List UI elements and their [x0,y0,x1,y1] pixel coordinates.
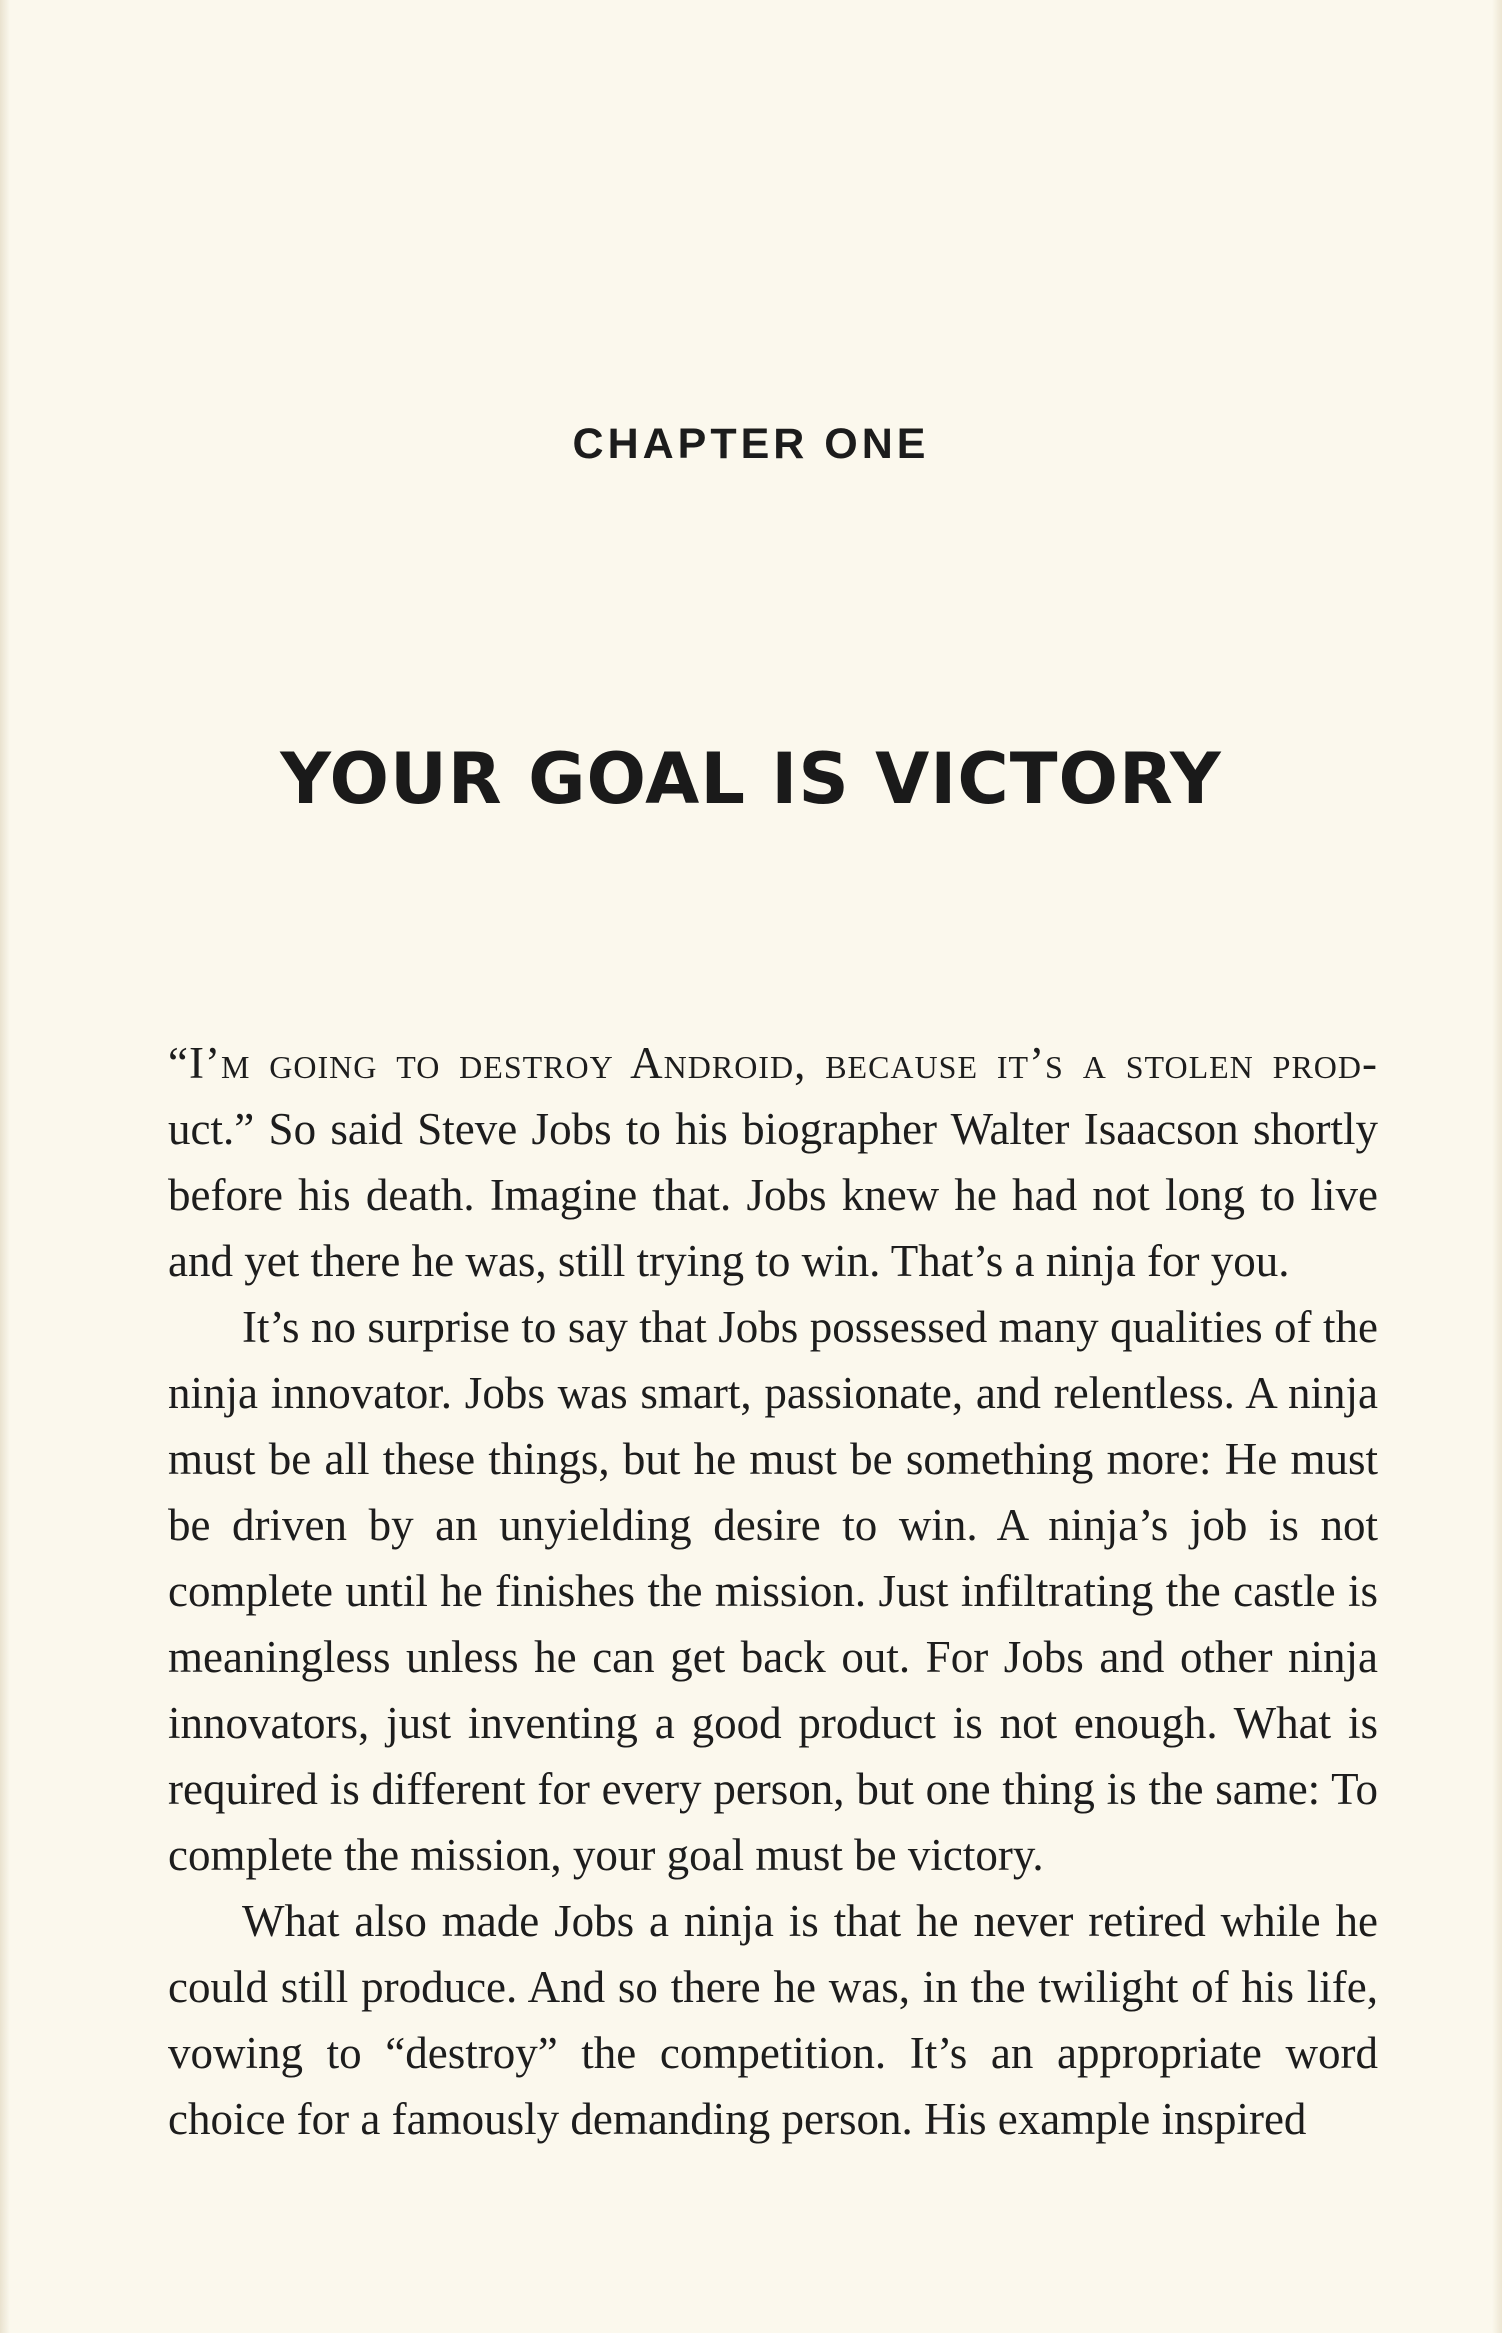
paragraph-3: What also made Jobs a ninja is that he never retired while he could still produce. And so there he was, in the twilight of his life, vowing to “destroy” the competition. It’s an appropriate word choice for a famously demanding person. His example inspired [168,1896,1378,2144]
chapter-title: YOUR GOAL IS VICTORY [280,738,1222,820]
page-edge-right [1492,0,1502,2333]
chapter-label: CHAPTER ONE [572,420,930,468]
page-edge-left [0,0,10,2333]
paragraph-1-text: uct.” So said Steve Jobs to his biographer Walter Isaacson shortly before his death. Imagine that. Jobs knew he had not long to live and yet there he was, still trying to win. That’s a ninja for you. [168,1104,1378,1286]
paragraph-1 [168,1030,1378,1294]
opening-smallcaps: “I’m going to destroy Android, because it’s a stolen prod- [168,1038,1378,1088]
chapter-body [168,1030,1378,2152]
paragraph-2: It’s no surprise to say that Jobs possessed many qualities of the ninja innovator. Jobs was smart, passionate, and relentless. A ninja must be all these things, but he must be something more: He must be driven by an unyielding desire to win. A ninja’s job is not complete until he finishes the mission. Just infiltrating the castle is meaningless unless he can get back out. For Jobs and other ninja innovators, just inventing a good product is not enough. What is required is different for every person, but one thing is the same: To complete the mission, your goal must be victory. [168,1302,1378,1880]
